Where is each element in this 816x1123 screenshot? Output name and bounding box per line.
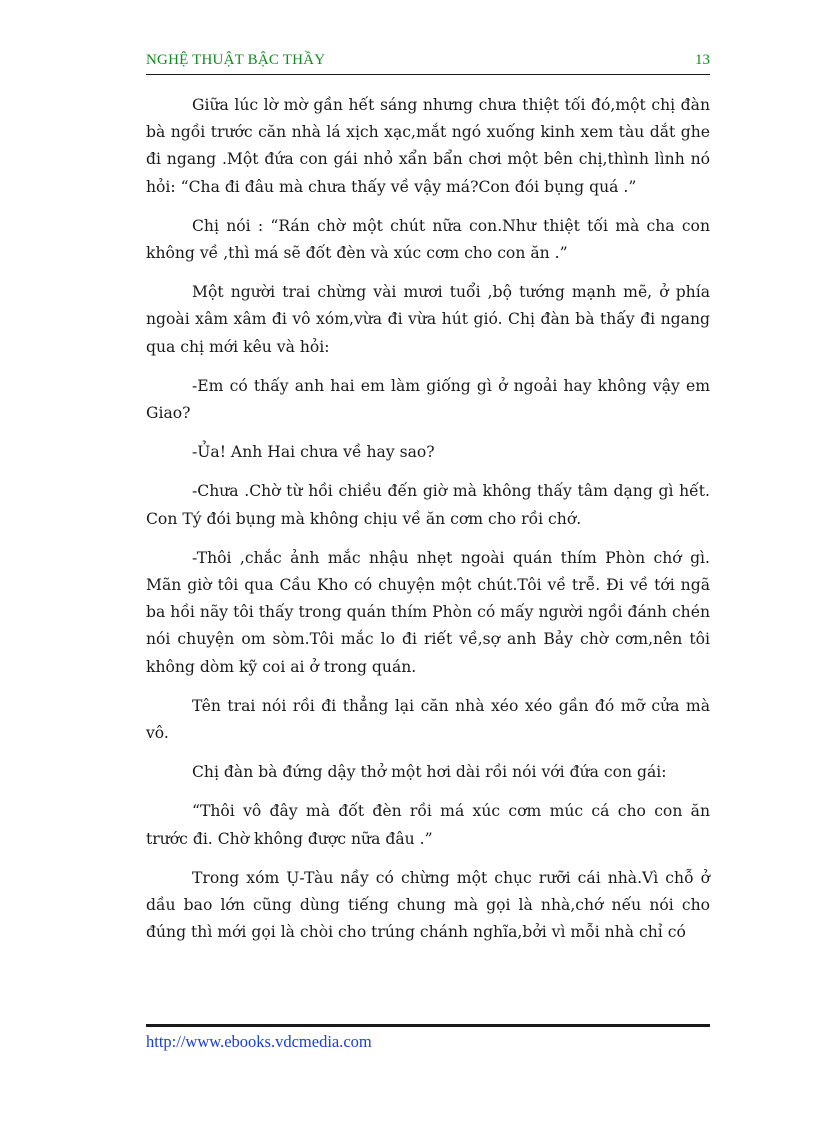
paragraph: -Em có thấy anh hai em làm giống gì ở ngoải hay không vậy em Giao?: [146, 376, 710, 423]
paragraph: Chị nói : “Rán chờ một chút nữa con.Như thiệt tối mà cha con không về ,thì má sẽ đốt đèn và xúc cơm cho con ăn .”: [146, 216, 710, 263]
footer-website-link[interactable]: http://www.ebooks.vdcmedia.com: [146, 1032, 372, 1051]
paragraph: -Thôi ,chắc ảnh mắc nhậu nhẹt ngoài quán thím Phòn chớ gì. Mãn giờ tôi qua Cầu Kho có chuyện một chút.Tôi về trễ. Đi về tới ngã ba hồi nãy tôi thấy trong quán thím Phòn có mấy người ngồi đánh chén nói chuyện om sòm.Tôi mắc lo đi riết về,sợ anh Bảy chờ cơm,nên tôi không dòm kỹ coi ai ở trong quán.: [146, 548, 710, 676]
paragraph: Trong xóm Ụ-Tàu nầy có chừng một chục rưỡi cái nhà.Vì chỗ ở dầu bao lớn cũng dùng tiếng chung mà gọi là nhà,chớ nếu nói cho đúng thì mới gọi là chòi cho trúng chánh nghĩa,bởi vì mỗi nhà chỉ có: [146, 868, 710, 942]
paragraph: Tên trai nói rồi đi thẳng lại căn nhà xéo xéo gần đó mỡ cửa mà vô.: [146, 696, 710, 743]
paragraph: Giữa lúc lờ mờ gần hết sáng nhưng chưa thiệt tối đó,một chị đàn bà ngồi trước căn nhà lá xịch xạc,mắt ngó xuống kinh xem tàu dắt ghe đi ngang .Một đứa con gái nhỏ xẩn bẩn chơi một bên chị,thình lình nó hỏi: “Cha đi đâu mà chưa thấy về vậy má?Con đói bụng quá .”: [146, 96, 710, 196]
paragraph: -Ủa! Anh Hai chưa về hay sao?: [192, 443, 435, 462]
paragraph: Một người trai chừng vài mươi tuổi ,bộ tướng mạnh mẽ, ở phía ngoài xâm xâm đi vô xóm,vừa đi vừa hút gió. Chị đàn bà thấy đi ngang qua chị mới kêu và hỏi:: [146, 283, 710, 356]
paragraph: -Chưa .Chờ từ hồi chiều đến giờ mà không thấy tâm dạng gì hết. Con Tý đói bụng mà không chịu về ăn cơm cho rồi chớ.: [146, 482, 710, 528]
book-title: NGHỆ THUẬT BẬC THẦY: [146, 52, 326, 68]
paragraph: Chị đàn bà đứng dậy thở một hơi dài rồi nói với đứa con gái:: [192, 763, 667, 782]
page-content: [146, 92, 710, 946]
paragraph: “Thôi vô đây mà đốt đèn rồi má xúc cơm múc cá cho con ăn trước đi. Chờ không được nữa đâu .”: [146, 802, 710, 848]
page-header: [146, 52, 710, 75]
footer-divider: [146, 1024, 710, 1027]
page-number: 13: [695, 52, 710, 68]
